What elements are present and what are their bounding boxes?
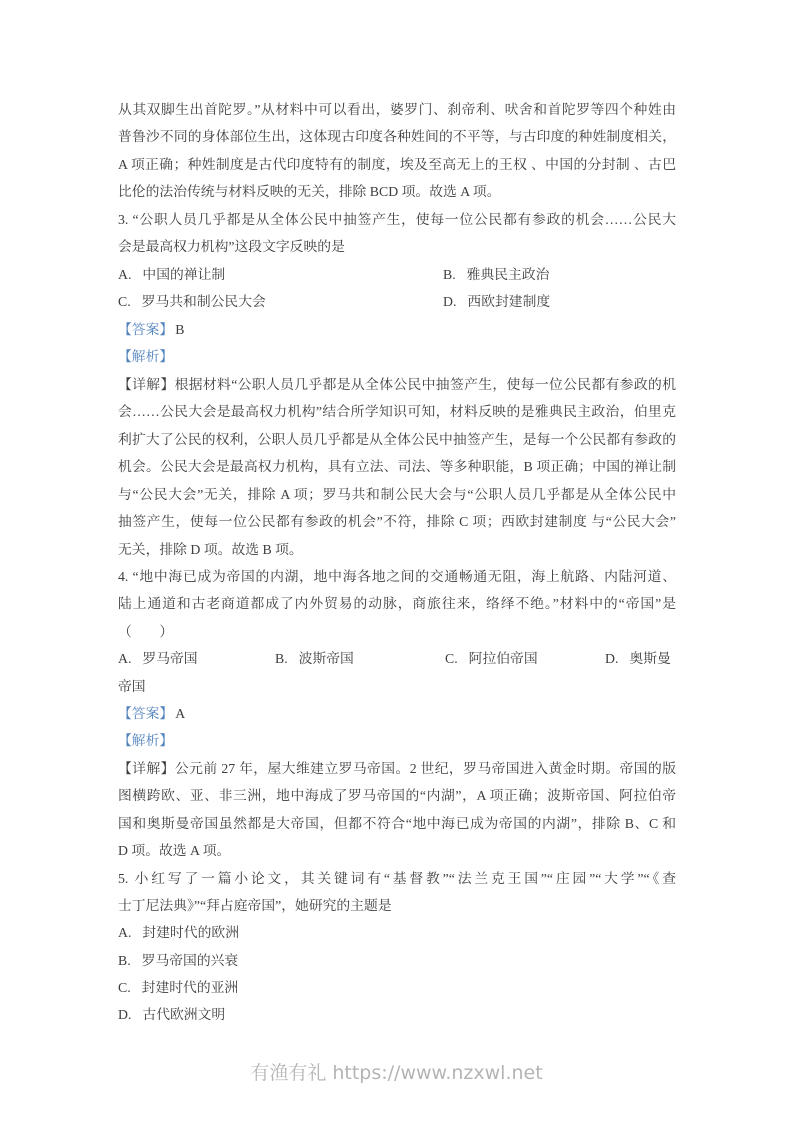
option-text: 封建时代的亚洲 [141,980,239,995]
option-key: B. [275,651,288,666]
q4-detail-line: 国和奥斯曼帝国虽然都是大帝国，但都不符合“地中海已成为帝国的内湖”，排除 B、C 和 [118,816,676,831]
q4-option-d [605,645,671,672]
q4-detail-line: 图横跨欧、亚、非三洲，地中海成了罗马帝国的“内湖”，A 项正确；波斯帝国、阿拉伯帝 [118,788,676,803]
option-text: 中国的禅让制 [142,267,226,282]
q3-options-row-1 [118,261,676,288]
q3-answer-line [118,316,676,343]
option-key: D. [443,294,457,309]
answer-value: A [175,706,186,721]
q4-options-row [118,645,676,672]
q5-option-d [118,1001,676,1028]
option-key: A. [118,267,132,282]
q3-detail-line: 利扩大了公民的权利，公职人员几乎都是从全体公民中抽签产生，是每一个公民都有参政的 [118,432,676,447]
q3-detail-line: 无关，排除 D 项。故选 B 项。 [118,542,303,557]
q5-option-b [118,947,676,974]
q5-stem-line: 5. 小红写了一篇小论文，其关键词有“基督教”“法兰克王国”“庄园”“大学”“《查 [118,871,676,886]
option-key: D. [118,1007,132,1022]
option-text: 封建时代的欧洲 [142,925,239,940]
q3-option-d [443,288,550,315]
answer-value: B [175,322,185,337]
q3-option-a [118,261,225,288]
q4-option-b [275,645,354,672]
prev-explanation-line: 从其双脚生出首陀罗。”从材料中可以看出，婆罗门、刹帝利、吠舍和首陀罗等四个种姓由 [118,102,676,117]
option-text: 奥斯曼 [629,651,671,666]
q3-detail-line: 机会。公民大会是最高权力机构，具有立法、司法、等多种职能，B 项正确；中国的禅让制 [118,459,676,474]
q4-option-c [445,645,538,672]
option-text: 罗马帝国的兴衰 [141,953,239,968]
q4-stem-line: 4. “地中海已成为帝国的内湖，地中海各地之间的交通畅通无阻，海上航路、内陆河道、 [118,569,676,584]
prev-explanation-line: A 项正确；种姓制度是古代印度特有的制度，埃及至高无上的王权 、中国的分封制 、古巴 [118,157,676,172]
q4-stem-line: 陆上通道和古老商道都成了内外贸易的动脉，商旅往来，络绎不绝。”材料中的“帝国”是 [118,596,676,611]
q4-option-a [118,645,198,672]
q3-detail-line: 抽签产生，使每一位公民都有参政的机会”不符，排除 C 项；西欧封建制度 与“公民大会” [118,514,676,529]
prev-explanation-line: 普鲁沙不同的身体部位生出，这体现古印度各种姓间的不平等，与古印度的种姓制度相关， [118,129,676,144]
option-text: 西欧封建制度 [467,294,551,309]
q3-detail-line: 与“公民大会”无关，排除 A 项；罗马共和制公民大会与“公职人员几乎都是从全体公民中 [118,487,676,502]
option-text: 波斯帝国 [298,651,354,666]
option-key: C. [445,651,458,666]
q3-options-row-2 [118,288,676,315]
option-text: 阿拉伯帝国 [468,651,538,666]
answer-label: 【答案】 [118,706,174,721]
q4-detail-line: 【详解】公元前 27 年，屋大维建立罗马帝国。2 世纪，罗马帝国进入黄金时期。帝国的版 [118,761,676,776]
watermark-footer: 有渔有礼 https://www.nzxwl.net [250,1062,543,1084]
q3-option-c [118,288,266,315]
q4-analysis-label-line [118,727,676,754]
option-text: 雅典民主政治 [466,267,550,282]
answer-label: 【答案】 [118,322,174,337]
option-text: 罗马共和制公民大会 [141,294,266,309]
q5-option-a [118,919,676,946]
q4-answer-line [118,700,676,727]
option-text: 罗马帝国 [142,651,198,666]
q3-stem-line: 会是最高权力机构”这段文字反映的是 [118,239,345,254]
prev-explanation-line: 比伦的法治传统与材料反映的无关，排除 BCD 项。故选 A 项。 [118,184,501,199]
analysis-label: 【解析】 [118,733,174,748]
option-key: C. [118,980,131,995]
q4-stem-line: （ ） [118,624,174,639]
option-text: 古代欧洲文明 [142,1007,226,1022]
q3-analysis-label-line [118,343,676,370]
q3-detail-line: 【详解】根据材料“公职人员几乎都是从全体公民中抽签产生，使每一位公民都有参政的机 [118,377,676,392]
option-key: A. [118,651,132,666]
analysis-label: 【解析】 [118,349,174,364]
q3-detail-line: 会……公民大会是最高权力机构”结合所学知识可知，材料反映的是雅典民主政治，伯里克 [118,404,676,419]
option-key: B. [118,953,131,968]
option-key: D. [605,651,619,666]
q4-option-d-overflow: 帝国 [118,679,146,694]
option-key: A. [118,925,132,940]
q5-option-c [118,974,676,1001]
q5-stem-line: 士丁尼法典》”“拜占庭帝国”，她研究的主题是 [118,898,392,913]
option-key: B. [443,267,456,282]
option-key: C. [118,294,131,309]
q4-detail-line: D 项。故选 A 项。 [118,843,231,858]
q3-stem-line: 3. “公职人员几乎都是从全体公民中抽签产生，使每一位公民都有参政的机会……公民大 [118,212,676,227]
q3-option-b [443,261,549,288]
